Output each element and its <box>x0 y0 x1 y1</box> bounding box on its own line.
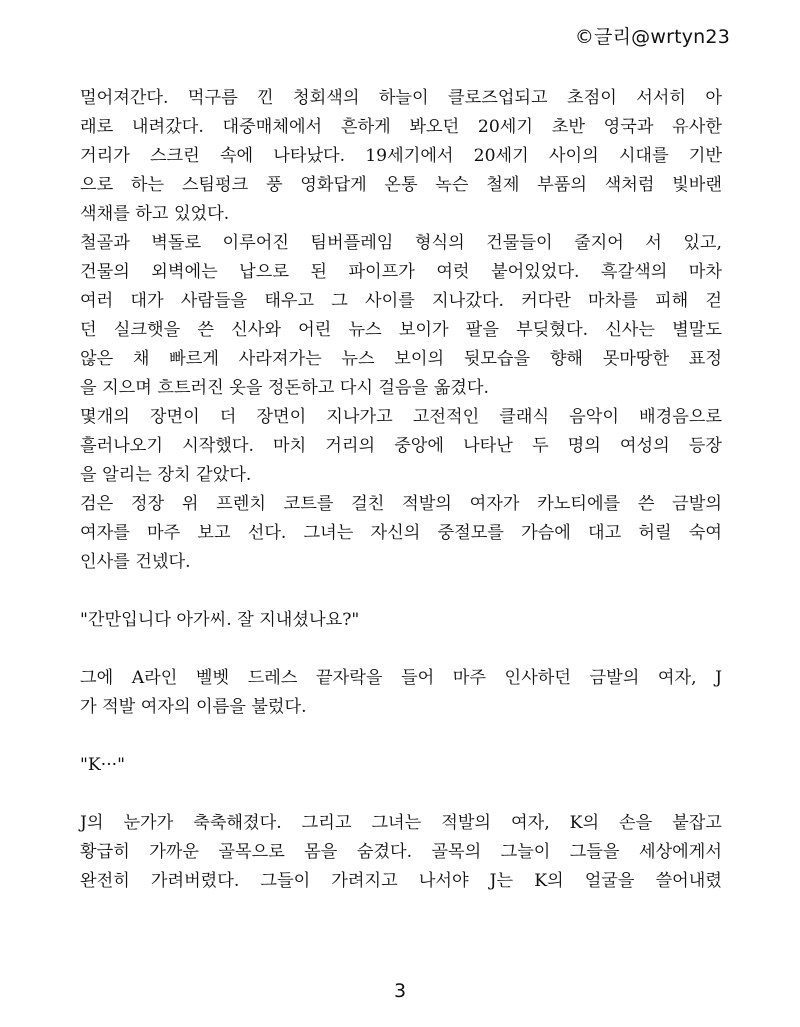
paragraph-gap <box>80 780 722 809</box>
paragraph-gap <box>80 635 722 664</box>
text-line: 여자를 마주 보고 선다. 그녀는 자신의 중절모를 가슴에 대고 허릴 숙여 <box>80 523 722 543</box>
text-line: 검은 정장 위 프렌치 코트를 걸친 적발의 여자가 카노티에를 쓴 금발의 <box>80 494 722 514</box>
text-line: 완전히 가려버렸다. 그들이 가려지고 나서야 J는 K의 얼굴을 쓸어내렸 <box>80 871 722 891</box>
text-line: 인사를 건넸다. <box>80 552 191 572</box>
text-line: 을 지으며 흐트러진 옷을 정돈하고 다시 걸음을 옮겼다. <box>80 378 489 398</box>
text-line: 흘러나오기 시작했다. 마치 거리의 중앙에 나타난 두 명의 여성의 등장 <box>80 436 722 456</box>
paragraph-gap <box>80 722 722 751</box>
paragraph <box>80 403 722 490</box>
text-line: 으로 하는 스팀펑크 풍 영화답게 온통 녹슨 철제 부품의 색처럼 빛바랜 <box>80 175 722 195</box>
author-credit: ©글리@wrtyn23 <box>574 26 730 48</box>
text-line: J의 눈가가 축축해졌다. 그리고 그녀는 적발의 여자, K의 손을 붙잡고 <box>80 813 722 833</box>
paragraph <box>80 229 722 403</box>
text-line: 철골과 벽돌로 이루어진 팀버플레임 형식의 건물들이 줄지어 서 있고, <box>80 233 722 253</box>
paragraph <box>80 664 722 722</box>
text-line: 몇개의 장면이 더 장면이 지나가고 고전적인 클래식 음악이 배경음으로 <box>80 407 722 427</box>
text-line: 여러 대가 사람들을 태우고 그 사이를 지나갔다. 커다란 마차를 피해 걷 <box>80 291 722 311</box>
text-line: 거리가 스크린 속에 나타났다. 19세기에서 20세기 사이의 시대를 기반 <box>80 146 722 166</box>
text-line: 않은 채 빠르게 사라져가는 뉴스 보이의 뒷모습을 향해 못마땅한 표정 <box>80 349 722 369</box>
dialogue-line: "간만입니다 아가씨. 잘 지내셨나요?" <box>80 610 360 630</box>
text-line: 던 실크햇을 쓴 신사와 어린 뉴스 보이가 팔을 부딪혔다. 신사는 별말도 <box>80 320 722 340</box>
text-line: 그에 A라인 벨벳 드레스 끝자락을 들어 마주 인사하던 금발의 여자, J <box>80 668 722 688</box>
paragraph-gap <box>80 577 722 606</box>
dialogue <box>80 606 722 635</box>
text-line: 황급히 가까운 골목으로 몸을 숨겼다. 골목의 그늘이 그들을 세상에게서 <box>80 842 722 862</box>
text-line: 멀어져간다. 먹구름 낀 청회색의 하늘이 클로즈업되고 초점이 서서히 아 <box>80 88 722 108</box>
text-line: 래로 내려갔다. 대중매체에서 흔하게 봐오던 20세기 초반 영국과 유사한 <box>80 117 722 137</box>
text-line: 색채를 하고 있었다. <box>80 204 230 224</box>
page-number: 3 <box>393 980 407 1002</box>
text-line: 을 알리는 장치 같았다. <box>80 465 252 485</box>
dialogue-line: "K···" <box>80 755 126 775</box>
paragraph <box>80 490 722 577</box>
paragraph <box>80 84 722 229</box>
dialogue <box>80 751 722 780</box>
paragraph <box>80 809 722 896</box>
body-text <box>80 84 722 896</box>
text-line: 가 적발 여자의 이름을 불렀다. <box>80 697 307 717</box>
text-line: 건물의 외벽에는 납으로 된 파이프가 여럿 붙어있었다. 흑갈색의 마차 <box>80 262 722 282</box>
